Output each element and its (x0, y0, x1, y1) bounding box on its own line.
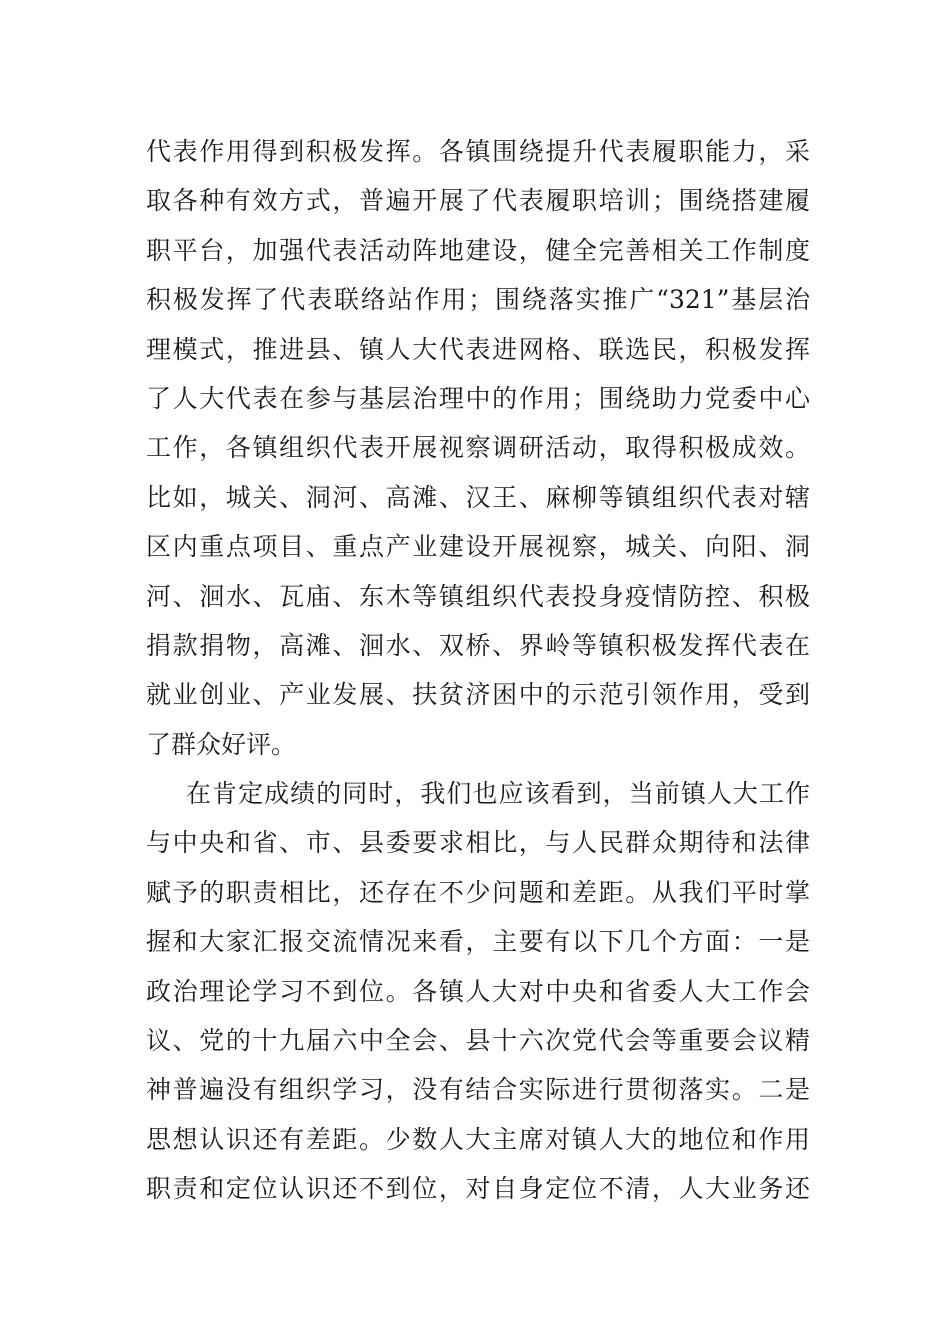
text-line: 理模式，推进县、镇人大代表进网格、联选民，积极发挥 (146, 334, 810, 364)
text-line: 积极发挥了代表联络站作用；围绕落实推广“321”基层治 (146, 285, 810, 315)
text-line: 了人大代表在参与基层治理中的作用；围绕助力党委中心 (146, 383, 810, 413)
text-line: 在肯定成绩的同时，我们也应该看到，当前镇人大工作 (186, 779, 810, 809)
text-line: 政治理论学习不到位。各镇人大对中央和省委人大工作会 (146, 976, 810, 1006)
text-line: 就业创业、产业发展、扶贫济困中的示范引领作用，受到 (146, 680, 810, 710)
text-line: 神普遍没有组织学习，没有结合实际进行贯彻落实。二是 (146, 1075, 810, 1105)
text-line: 区内重点项目、重点产业建设开展视察，城关、向阳、洞 (146, 532, 810, 562)
text-line: 河、洄水、瓦庙、东木等镇组织代表投身疫情防控、积极 (146, 581, 810, 611)
text-line: 与中央和省、市、县委要求相比，与人民群众期待和法律 (146, 828, 810, 858)
text-line: 代表作用得到积极发挥。各镇围绕提升代表履职能力，采 (146, 137, 810, 166)
text-line: 赋予的职责相比，还存在不少问题和差距。从我们平时掌 (146, 877, 810, 907)
text-line: 握和大家汇报交流情况来看，主要有以下几个方面：一是 (146, 927, 810, 957)
text-line: 职平台，加强代表活动阵地建设，健全完善相关工作制度 (146, 235, 810, 265)
text-line: 议、党的十九届六中全会、县十六次党代会等重要会议精 (146, 1026, 810, 1056)
text-line: 了群众好评。 (146, 729, 297, 759)
paragraph-2 (146, 769, 810, 1214)
text-line: 比如，城关、洞河、高滩、汉王、麻柳等镇组织代表对辖 (146, 482, 810, 512)
text-line: 取各种有效方式，普遍开展了代表履职培训；围绕搭建履 (146, 186, 810, 216)
paragraph-1 (146, 127, 810, 769)
body-text (146, 127, 810, 1214)
text-line: 思想认识还有差距。少数人大主席对镇人大的地位和作用 (146, 1124, 810, 1154)
text-line: 捐款捐物，高滩、洄水、双桥、界岭等镇积极发挥代表在 (146, 630, 810, 660)
text-line: 工作，各镇组织代表开展视察调研活动，取得积极成效。 (146, 433, 810, 463)
text-line: 职责和定位认识还不到位，对自身定位不清，人大业务还 (146, 1174, 810, 1204)
